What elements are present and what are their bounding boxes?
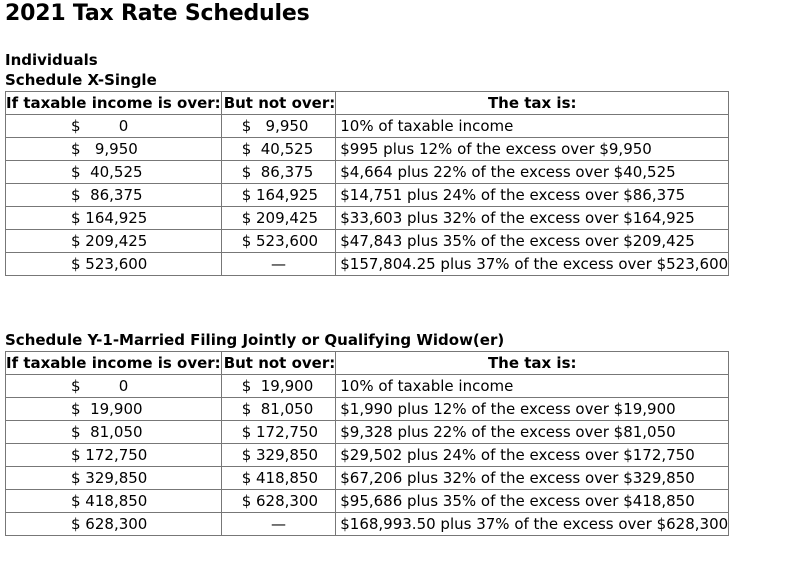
cell-tax: $995 plus 12% of the excess over $9,950	[336, 138, 729, 161]
cell-over	[6, 115, 222, 138]
amount-text: $ 418,850	[241, 469, 319, 487]
cell-tax: $29,502 plus 24% of the excess over $172,750	[336, 444, 729, 467]
table-row	[6, 207, 729, 230]
schedule-x-table	[5, 91, 729, 276]
schedule-x-heading: Schedule X-Single	[5, 71, 157, 89]
cell-not-over	[221, 444, 336, 467]
amount-text: —	[270, 515, 286, 533]
column-header-tax: The tax is:	[336, 92, 729, 115]
table-row	[6, 513, 729, 536]
cell-over	[6, 207, 222, 230]
cell-over	[6, 513, 222, 536]
amount-text: $ 0	[71, 117, 129, 135]
cell-over	[6, 184, 222, 207]
cell-not-over	[221, 398, 336, 421]
cell-not-over	[221, 467, 336, 490]
cell-over	[6, 138, 222, 161]
cell-tax: $47,843 plus 35% of the excess over $209,425	[336, 230, 729, 253]
cell-tax: $1,990 plus 12% of the excess over $19,900	[336, 398, 729, 421]
amount-text: $ 9,950	[241, 117, 309, 135]
amount-text: $ 172,750	[241, 423, 319, 441]
amount-text: $ 628,300	[71, 515, 148, 533]
amount-text: $ 86,375	[241, 163, 314, 181]
cell-tax: $157,804.25 plus 37% of the excess over $523,600	[336, 253, 729, 276]
amount-text: $ 81,050	[241, 400, 314, 418]
schedule-y1-heading: Schedule Y-1-Married Filing Jointly or Qualifying Widow(er)	[5, 331, 505, 349]
amount-text: $ 19,900	[71, 400, 143, 418]
cell-tax: $67,206 plus 32% of the excess over $329,850	[336, 467, 729, 490]
table-row	[6, 467, 729, 490]
column-header-over: If taxable income is over:	[6, 352, 222, 375]
cell-over	[6, 161, 222, 184]
cell-not-over	[221, 513, 336, 536]
amount-text: $ 86,375	[71, 186, 143, 204]
column-header-not-over: But not over:	[221, 92, 336, 115]
cell-over	[6, 398, 222, 421]
table-row	[6, 184, 729, 207]
cell-not-over	[221, 230, 336, 253]
amount-text: $ 209,425	[71, 232, 148, 250]
cell-not-over	[221, 138, 336, 161]
table-row	[6, 444, 729, 467]
amount-text: $ 19,900	[241, 377, 314, 395]
cell-not-over	[221, 490, 336, 513]
amount-text: $ 172,750	[71, 446, 148, 464]
amount-text: $ 40,525	[241, 140, 314, 158]
cell-tax: $4,664 plus 22% of the excess over $40,525	[336, 161, 729, 184]
cell-tax: $168,993.50 plus 37% of the excess over $628,300	[336, 513, 729, 536]
amount-text: $ 9,950	[71, 140, 138, 158]
cell-over	[6, 230, 222, 253]
cell-not-over	[221, 184, 336, 207]
table-row	[6, 490, 729, 513]
table-row	[6, 398, 729, 421]
cell-tax: 10% of taxable income	[336, 115, 729, 138]
amount-text: $ 81,050	[71, 423, 143, 441]
table-header-row	[6, 352, 729, 375]
amount-text: $ 418,850	[71, 492, 148, 510]
amount-text: $ 164,925	[241, 186, 319, 204]
schedule-y1-table	[5, 351, 729, 536]
table-row	[6, 161, 729, 184]
cell-over	[6, 421, 222, 444]
amount-text: $ 40,525	[71, 163, 143, 181]
amount-text: $ 164,925	[71, 209, 148, 227]
cell-over	[6, 375, 222, 398]
column-header-over: If taxable income is over:	[6, 92, 222, 115]
cell-over	[6, 467, 222, 490]
amount-text: $ 329,850	[241, 446, 319, 464]
cell-over	[6, 253, 222, 276]
table-row	[6, 115, 729, 138]
cell-not-over	[221, 115, 336, 138]
cell-tax: $9,328 plus 22% of the excess over $81,050	[336, 421, 729, 444]
section-label: Individuals	[5, 51, 98, 69]
table-row	[6, 253, 729, 276]
column-header-tax: The tax is:	[336, 352, 729, 375]
cell-not-over	[221, 207, 336, 230]
cell-tax: $95,686 plus 35% of the excess over $418,850	[336, 490, 729, 513]
table-row	[6, 375, 729, 398]
amount-text: $ 628,300	[241, 492, 319, 510]
cell-not-over	[221, 375, 336, 398]
amount-text: —	[270, 255, 286, 273]
amount-text: $ 523,600	[71, 255, 148, 273]
column-header-not-over: But not over:	[221, 352, 336, 375]
table-row	[6, 138, 729, 161]
table-row	[6, 421, 729, 444]
cell-tax: $14,751 plus 24% of the excess over $86,375	[336, 184, 729, 207]
amount-text: $ 209,425	[241, 209, 319, 227]
amount-text: $ 523,600	[241, 232, 319, 250]
amount-text: $ 329,850	[71, 469, 148, 487]
cell-tax: $33,603 plus 32% of the excess over $164,925	[336, 207, 729, 230]
table-header-row	[6, 92, 729, 115]
cell-not-over	[221, 161, 336, 184]
page-title: 2021 Tax Rate Schedules	[5, 1, 310, 26]
cell-tax: 10% of taxable income	[336, 375, 729, 398]
table-row	[6, 230, 729, 253]
cell-not-over	[221, 253, 336, 276]
amount-text: $ 0	[71, 377, 129, 395]
cell-not-over	[221, 421, 336, 444]
cell-over	[6, 444, 222, 467]
cell-over	[6, 490, 222, 513]
